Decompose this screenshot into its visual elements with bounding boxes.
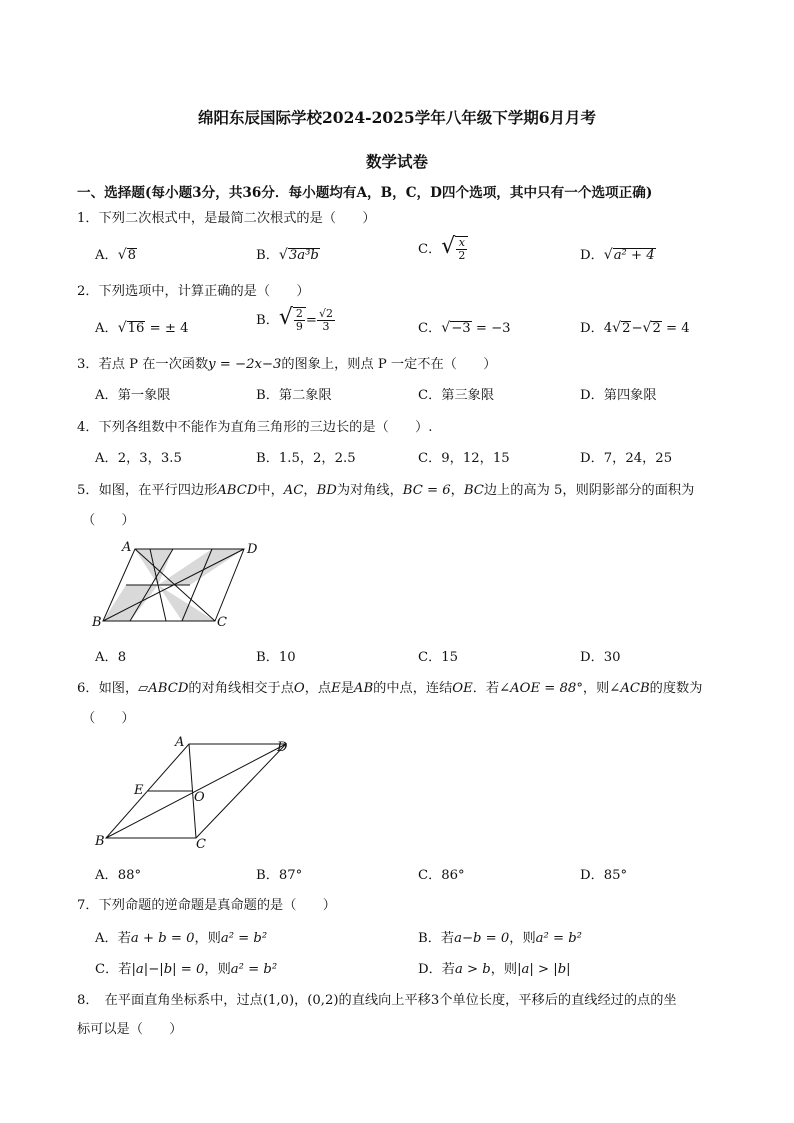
- radicand: −3: [451, 321, 471, 336]
- question-number: 5．: [77, 483, 99, 498]
- question-text: 在平面直角坐标系中，过点(1,0)，(0,2)的直线向上平移3个单位长度，平移后的直线经过的点的坐: [104, 993, 677, 1008]
- option-label: D．: [580, 321, 604, 336]
- q1-option-a[interactable]: A．√8: [95, 247, 137, 263]
- frac-numerator: √2: [318, 307, 333, 321]
- shaded-region: [158, 585, 215, 621]
- vertex-label-d: D: [277, 740, 288, 755]
- expression-rest: = 4: [666, 321, 690, 336]
- q2-option-a[interactable]: A．√16 = ± 4: [95, 320, 189, 336]
- q5-option-a[interactable]: A．8: [95, 650, 127, 665]
- question-8-continued: 标可以是（ ）: [77, 1022, 183, 1037]
- question-text: 下列选项中，计算正确的是（ ）: [98, 284, 310, 299]
- option-label: A．: [95, 248, 118, 263]
- option-label: A．若: [95, 931, 131, 946]
- vertex-label-a: A: [122, 540, 132, 555]
- math: BC: [463, 483, 484, 498]
- math: |a|−|b| = 0: [131, 962, 205, 977]
- vertex-label-b: B: [95, 834, 105, 849]
- parallelogram-figure-q6: [90, 732, 300, 854]
- q6-option-b[interactable]: B．87°: [256, 868, 303, 883]
- q3-option-c[interactable]: C．第三象限: [418, 388, 495, 403]
- question-number: 7．: [77, 898, 99, 913]
- q4-option-a[interactable]: A．2，3，3.5: [95, 451, 182, 466]
- q4-option-c[interactable]: C．9，12，15: [418, 451, 510, 466]
- vertex-label-d: D: [247, 542, 258, 557]
- q2-option-d[interactable]: D．4√2−√2 = 4: [580, 320, 690, 336]
- math: ABCD: [217, 483, 258, 498]
- question-2: [77, 280, 310, 299]
- page-subtitle: 数学试卷: [365, 152, 428, 171]
- math-expression: y = −2x−3: [208, 357, 282, 372]
- option-label: C．: [418, 242, 442, 257]
- question-number: 4．: [77, 420, 99, 435]
- math: O: [293, 681, 305, 696]
- q6-option-a[interactable]: A．88°: [95, 868, 142, 883]
- option-label: A．: [95, 321, 118, 336]
- frac-numerator: 2: [295, 307, 303, 321]
- q1-option-b[interactable]: B．√3a³b: [256, 247, 319, 263]
- coefficient: 4: [603, 321, 613, 336]
- radicand: 2: [622, 321, 631, 336]
- question-text: ，: [303, 483, 317, 498]
- q6-option-c[interactable]: C．86°: [418, 868, 465, 883]
- math: AC: [283, 483, 304, 498]
- question-text: ．若: [472, 681, 500, 696]
- question-8: [77, 989, 677, 1008]
- section-heading: 一、选择题(每小题3分，共36分．每小题均有A，B，C，D四个选项，其中只有一个选项正确): [77, 185, 653, 201]
- vertex-label-c: C: [217, 615, 227, 630]
- question-text: 的对角线相交于点: [188, 681, 294, 696]
- page-title: 绵阳东辰国际学校2024-2025学年八年级下学期6月月考: [198, 108, 596, 127]
- option-text: ，则: [490, 962, 518, 977]
- math: ▱ABCD: [138, 681, 189, 696]
- q1-option-c[interactable]: C．√ $\frac{x}{2}$: [418, 234, 468, 262]
- question-3: [77, 353, 496, 372]
- option-text: ，则: [204, 962, 231, 977]
- question-text: 下列命题的逆命题是真命题的是（ ）: [98, 898, 336, 913]
- equals: =: [305, 313, 317, 328]
- q3-option-d[interactable]: D．第四象限: [580, 388, 657, 403]
- option-label: B．: [256, 313, 279, 328]
- q2-option-c[interactable]: C．√−3 = −3: [418, 320, 511, 336]
- option-label: D．若: [418, 962, 455, 977]
- frac-denominator: 3: [322, 320, 330, 333]
- radicand: a² + 4: [613, 248, 655, 263]
- question-text: ，则: [582, 681, 610, 696]
- answer-paren: （ ）: [82, 711, 135, 726]
- q3-option-a[interactable]: A．第一象限: [95, 388, 171, 403]
- q5-option-c[interactable]: C．15: [418, 650, 459, 665]
- option-label: C．: [418, 321, 442, 336]
- frac-denominator: 2: [458, 249, 466, 262]
- vertex-label-a: A: [175, 735, 185, 750]
- question-5: [77, 479, 694, 498]
- question-text: 是: [340, 681, 354, 696]
- math: a > b: [454, 962, 491, 977]
- option-label: B．若: [418, 931, 455, 946]
- question-text: 下列二次根式中，是最简二次根式的是（ ）: [98, 211, 376, 226]
- question-number: 8．: [77, 993, 99, 1008]
- question-text: 的图象上，则点 P 一定不在（ ）: [281, 357, 497, 372]
- math: AB: [353, 681, 374, 696]
- question-6: [77, 677, 702, 696]
- option-text: ，则: [509, 931, 536, 946]
- math: a + b = 0: [130, 931, 195, 946]
- vertex-label-c: C: [196, 837, 206, 852]
- question-text: 边上的高为 5，则阴影部分的面积为: [483, 483, 695, 498]
- math: E: [331, 681, 341, 696]
- question-text: 的度数为: [649, 681, 703, 696]
- math: a² = b²: [230, 962, 278, 977]
- q4-option-b[interactable]: B．1.5，2，2.5: [256, 451, 356, 466]
- math: ∠AOE = 88°: [499, 681, 583, 696]
- math: a−b = 0: [454, 931, 510, 946]
- question-text: 为对角线，: [336, 483, 403, 498]
- question-1: [77, 207, 376, 226]
- option-text: ，则: [194, 931, 221, 946]
- expression-rest: = −3: [475, 321, 511, 336]
- q1-option-d[interactable]: D．√a² + 4: [580, 247, 655, 263]
- question-number: 2．: [77, 284, 99, 299]
- vertex-label-b: B: [92, 615, 102, 630]
- parallelogram-figure-q5: [90, 538, 270, 630]
- question-text: 如图，在平行四边形: [98, 483, 218, 498]
- option-label: D．: [580, 248, 604, 263]
- question-7: [77, 894, 336, 913]
- question-text: ，点: [304, 681, 332, 696]
- question-number: 6．: [77, 681, 99, 696]
- question-text: ，: [450, 483, 464, 498]
- q3-option-b[interactable]: B．第二象限: [256, 388, 332, 403]
- math: a² = b²: [535, 931, 582, 946]
- radicand: 3a³b: [288, 248, 319, 263]
- question-text: 下列各组数中不能作为直角三角形的三边长的是（ ）.: [98, 420, 433, 435]
- option-label: B．: [256, 248, 279, 263]
- answer-paren: （ ）: [82, 513, 135, 528]
- point-label-e: E: [134, 783, 144, 798]
- option-label: C．若: [95, 962, 132, 977]
- math: BC = 6: [402, 483, 451, 498]
- question-text: 如图，: [98, 681, 139, 696]
- question-number: 3．: [77, 357, 99, 372]
- math: ∠ACB: [609, 681, 650, 696]
- q7-option-c[interactable]: [95, 958, 277, 977]
- q5-option-b[interactable]: B．10: [256, 650, 296, 665]
- math: |a| > |b|: [517, 962, 571, 977]
- math: a² = b²: [220, 931, 268, 946]
- q5-option-d[interactable]: D．30: [580, 650, 621, 665]
- radicand: 16: [127, 321, 145, 336]
- q7-option-d[interactable]: [418, 958, 571, 977]
- q7-option-b[interactable]: [418, 927, 582, 946]
- q7-option-a[interactable]: [95, 927, 267, 946]
- q2-option-b[interactable]: B．√ $\frac{2}{9}$ = $\frac{√2}{3}$: [256, 305, 333, 333]
- question-text: 若点 P 在一次函数: [98, 357, 209, 372]
- point-label-o: O: [194, 790, 205, 805]
- question-number: 1．: [77, 211, 99, 226]
- question-text: 的中点，连结: [373, 681, 453, 696]
- math: OE: [452, 681, 473, 696]
- expression-rest: = ± 4: [149, 321, 189, 336]
- question-4: [77, 416, 432, 435]
- math: BD: [316, 483, 337, 498]
- question-text: 中，: [257, 483, 284, 498]
- q6-option-d[interactable]: D．85°: [580, 868, 628, 883]
- frac-denominator: 9: [295, 320, 303, 333]
- operator: −: [631, 321, 643, 336]
- radicand: 2: [652, 321, 661, 336]
- q4-option-d[interactable]: D．7，24，25: [580, 451, 673, 466]
- radicand: 8: [127, 248, 137, 263]
- frac-numerator: x: [456, 237, 467, 250]
